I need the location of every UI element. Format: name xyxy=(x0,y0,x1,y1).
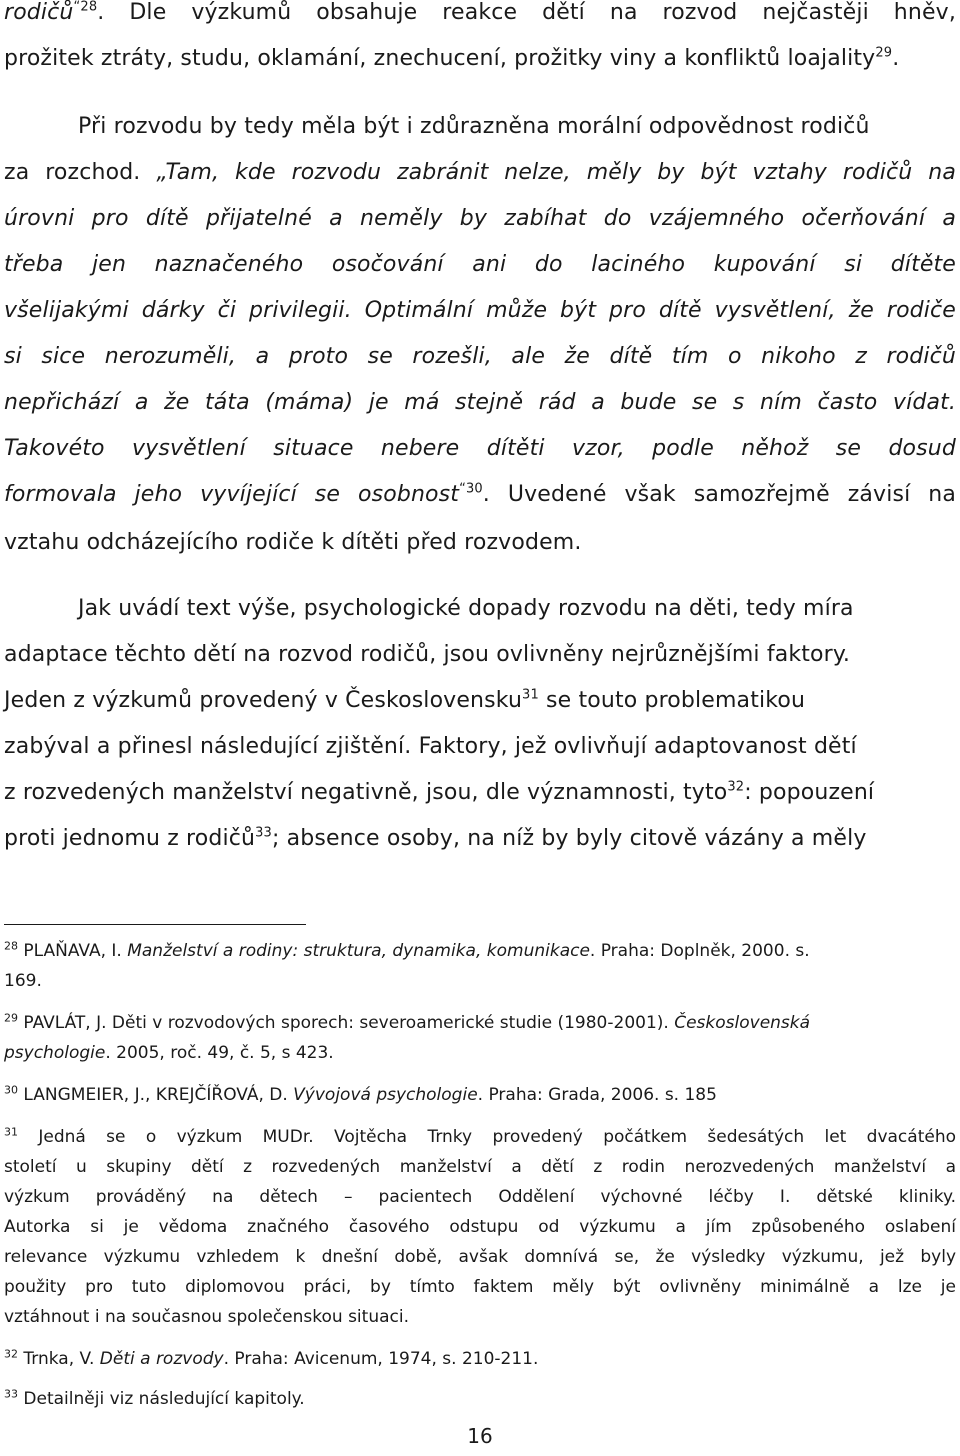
body-line: formovala jeho vyvíjející se osobnost$^{“30}$. Uvedené však samozřejmě závisí na xyxy=(4,481,957,507)
body-line: Takovéto vysvětlení situace nebere dítěti vzor, podle něhož se dosud xyxy=(4,436,956,461)
footnote-31: $^{31}$ Jedná se o výzkum MUDr. Vojtěcha Trnky provedený počátkem šedesátých let dvacátého století u skupiny dětí z rozvedených manželství a dětí z rodin nerozvedených manželství a výzkum prováděný na dětech – pacientech Oddělení výchovné léčby I. dětské kliniky. Autorka si je vědoma značného časového odstupu od výzkumu a jím způsobeného oslabení relevance výzkumu vzhledem k dnešní době, avšak domnívá se, že výsledky výzkumu, jež byly použity pro tuto diplomovou práci, by tímto faktem měly být ovlivněny minimálně a lze je vztáhnout i na současnou společenskou situaci. xyxy=(4,1125,956,1327)
body-line: za rozchod. „Tam, kde rozvodu zabránit nelze, měly by být vztahy rodičů na xyxy=(4,160,957,185)
page-number: 16 xyxy=(467,1424,493,1448)
body-line: zabýval a přinesl následující zjištění. Faktory, jež ovlivňují adaptovanost dětí xyxy=(4,734,857,759)
body-line: adaptace těchto dětí na rozvod rodičů, jsou ovlivněny nejrůznějšími faktory. xyxy=(4,642,851,667)
footnote-separator xyxy=(4,924,306,925)
footnote-30: $^{30}$ LANGMEIER, J., KREJČÍŘOVÁ, D. Vývojová psychologie. Praha: Grada, 2006. s. 185 xyxy=(4,1083,717,1105)
footnote-33: $^{33}$ Detailněji viz následující kapitoly. xyxy=(4,1387,305,1409)
footnote-28: $^{28}$ PLAŇAVA, I. Manželství a rodiny: struktura, dynamika, komunikace. Praha: Doplněk, 2000. s. 169. xyxy=(4,939,810,991)
body-line: Jeden z výzkumů provedený v Československu$^{31}$ se touto problematikou xyxy=(4,687,806,713)
body-line: rodičů$^{“28}$. Dle výzkumů obsahuje reakce dětí na rozvod nejčastěji hněv, xyxy=(4,0,956,25)
body-line: Při rozvodu by tedy měla být i zdůrazněna morální odpovědnost rodičů xyxy=(78,114,870,139)
footnote-29: $^{29}$ PAVLÁT, J. Děti v rozvodových sporech: severoamerické studie (1980-2001). Československá psychologie. 2005, roč. 49, č. 5, s 423. xyxy=(4,1011,811,1063)
footnote-32: $^{32}$ Trnka, V. Děti a rozvody. Praha: Avicenum, 1974, s. 210-211. xyxy=(4,1347,539,1369)
body-line: nepřichází a že táta (máma) je má stejně rád a bude se s ním často vídat. xyxy=(4,390,956,415)
body-line: proti jednomu z rodičů$^{33}$; absence osoby, na níž by byly citově vázány a měly xyxy=(4,825,867,851)
body-line: si sice nerozuměli, a proto se rozešli, ale že dítě tím o nikoho z rodičů xyxy=(4,344,956,369)
body-line: Jak uvádí text výše, psychologické dopady rozvodu na děti, tedy míra xyxy=(78,596,854,621)
body-line: třeba jen naznačeného osočování ani do laciného kupování si dítěte xyxy=(4,252,956,277)
body-line: z rozvedených manželství negativně, jsou, dle významnosti, tyto$^{32}$: popouzení xyxy=(4,779,875,805)
body-line: vztahu odcházejícího rodiče k dítěti před rozvodem. xyxy=(4,530,582,555)
body-line: všelijakými dárky či privilegii. Optimální může být pro dítě vysvětlení, že rodiče xyxy=(4,298,956,323)
body-line: prožitek ztráty, studu, oklamání, znechucení, prožitky viny a konfliktů loajality$^{29}$. xyxy=(4,45,900,71)
body-line: úrovni pro dítě přijatelné a neměly by zabíhat do vzájemného očerňování a xyxy=(4,206,956,231)
